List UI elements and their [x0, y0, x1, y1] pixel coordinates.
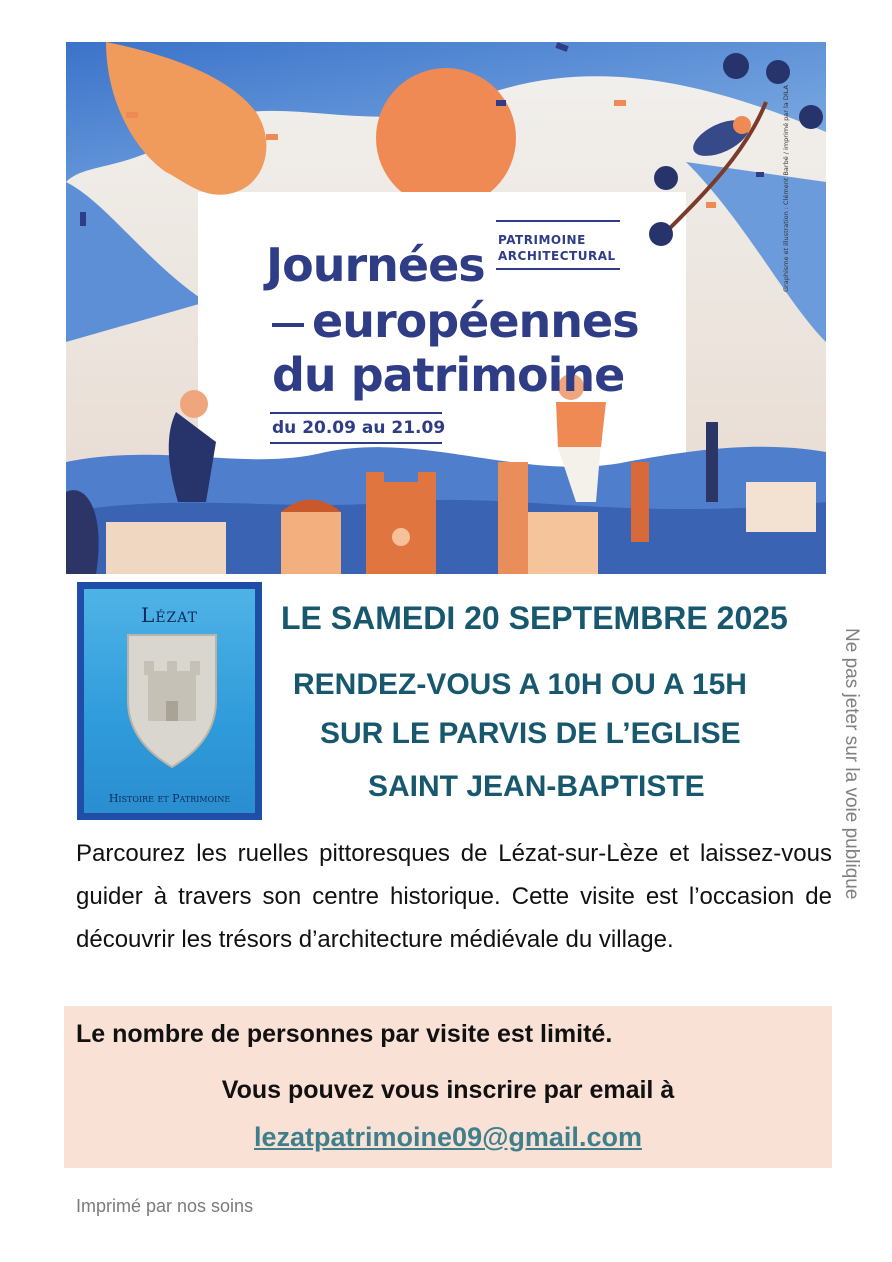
- poster-title-line1: Journées: [266, 238, 485, 292]
- logo-title: Lézat: [141, 603, 198, 627]
- poster-category-line2: ARCHITECTURAL: [498, 249, 616, 263]
- poster-title-dash: [272, 323, 304, 327]
- logo-background: [84, 589, 255, 813]
- shield-icon: [122, 631, 222, 771]
- poster-credit: Graphisme et illustration : Clément Barbé / imprimé par la DILA: [782, 85, 790, 292]
- registration-text: Vous pouvez vous inscrire par email à: [221, 1076, 675, 1104]
- poster-category-line1: PATRIMOINE: [498, 233, 586, 247]
- event-poster: [66, 42, 826, 574]
- capacity-notice: Le nombre de personnes par visite est limité.: [76, 1020, 613, 1048]
- logo-subtitle: Histoire et Patrimoine: [108, 792, 231, 805]
- side-note: Ne pas jeter sur la voie publique: [841, 628, 862, 900]
- sun-shape: [376, 68, 516, 208]
- category-rule-top: [496, 220, 620, 222]
- poster-dates: du 20.09 au 21.09: [272, 418, 446, 438]
- dates-rule-top: [270, 412, 442, 414]
- association-logo: [77, 582, 262, 820]
- event-place-line1: SUR LE PARVIS DE L’EGLISE: [320, 717, 741, 750]
- poster-title-line3: du patrimoine: [272, 348, 625, 402]
- email-link[interactable]: lezatpatrimoine09@gmail.com: [254, 1122, 642, 1152]
- event-place-line2: SAINT JEAN-BAPTISTE: [368, 770, 705, 803]
- event-time: RENDEZ-VOUS A 10H OU A 15H: [293, 668, 747, 701]
- category-rule-bottom: [496, 268, 620, 270]
- event-date: LE SAMEDI 20 SEPTEMBRE 2025: [281, 600, 788, 636]
- event-description: Parcourez les ruelles pittoresques de Lézat-sur-Lèze et laissez-vous guider à travers son centre historique. Cette visite est l’occasion de découvrir les trésors d’architecture médiévale du village.: [76, 840, 832, 953]
- registration-box: [64, 1006, 832, 1168]
- poster-category: [498, 232, 622, 264]
- poster-title-line2: européennes: [312, 294, 639, 348]
- print-footer: Imprimé par nos soins: [76, 1196, 254, 1216]
- dates-rule-bottom: [270, 442, 442, 444]
